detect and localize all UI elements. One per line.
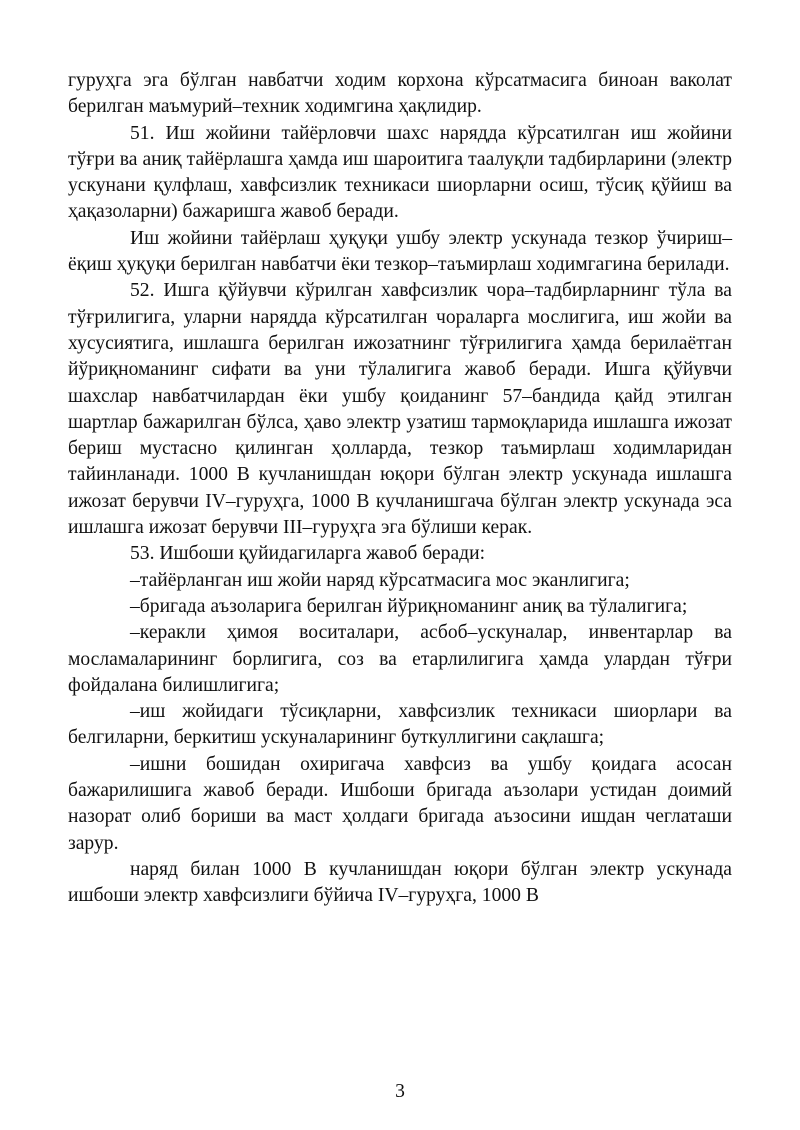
- page-body: [68, 68, 732, 910]
- list-item: –тайёрланган иш жойи наряд кўрсатмасига мос эканлигига;: [130, 569, 630, 591]
- page-number: 3: [395, 1081, 405, 1102]
- list-item: –керакли ҳимоя воситалари, асбоб–ускуналар, инвентарлар ва мосламаларининг борлигига, соз ва етарлилигига ҳамда улардан тўғри фойдалана билишлигига;: [68, 622, 732, 696]
- paragraph-51-workplace-right: Иш жойини тайёрлаш ҳуқуқи ушбу электр ускунада тезкор ўчириш–ёқиш ҳуқуқи берилган навбатчи ёки тезкор–таъмирлаш ходимгагина берилади.: [68, 227, 732, 276]
- paragraph-trailing: наряд билан 1000 В кучланишдан юқори бўлган электр ускунада ишбоши электр хавфсизлиги бўйича IV–гуруҳга, 1000 В: [68, 858, 732, 907]
- paragraph-52: 52. Ишга қўйувчи кўрилган хавфсизлик чора–тадбирларнинг тўла ва тўғрилигига, уларни нарядда кўрсатилган чораларга мослигига, иш жойи ва хусусиятига, ишлашга берилган ижозатнинг тўғрилигига ҳамда берилаётган йўриқноманинг сифати ва уни тўлалигига жавоб беради. Ишга қўйувчи шахслар навбатчилардан ёки ушбу қоиданинг 57–бандида қайд этилган шартлар бажарилган бўлса, ҳаво электр узатиш тармоқларида ишлашга ижозат бериш мустасно қилинган ҳолларда, тезкор таъмирлаш ходимларидан тайинланади. 1000 В кучланишдан юқори бўлган электр ускунада ишлашга ижозат берувчи IV–гуруҳга, 1000 В кучланишгача бўлган электр ускунада эса ишлашга ижозат берувчи III–гуруҳга эга бўлиши керак.: [68, 280, 732, 539]
- list-item: –бригада аъзоларига берилган йўриқноманинг аниқ ва тўлалигига;: [130, 595, 688, 617]
- paragraph-53: 53. Ишбоши қуйидагиларга жавоб беради:: [130, 543, 486, 565]
- list-item: –иш жойидаги тўсиқларни, хавфсизлик техникаси шиорлари ва белгиларни, беркитиш ускуналарининг буткуллигини сақлашга;: [68, 701, 732, 749]
- list-item: –ишни бошидан охиригача хавфсиз ва ушбу қоидага асосан бажарилишига жавоб беради. Ишбоши бригада аъзолари устидан доимий назорат олиб бориши ва маст ҳолдаги бригада аъзосини ишдан чеглаташи зарур.: [68, 753, 732, 854]
- paragraph-51: 51. Иш жойини тайёрловчи шахс нарядда кўрсатилган иш жойини тўғри ва аниқ тайёрлашга ҳамда иш шароитига таалуқли тадбирларини (электр ускунани қулфлаш, хавфсизлик техникаси шиорларни осиш, тўсиқ қўйиш ва ҳақазоларни) бажаришга жавоб беради.: [68, 122, 732, 223]
- paragraph-continuation: гуруҳга эга бўлган навбатчи ходим корхона кўрсатмасига биноан ваколат берилган маъмурий–техник ходимгина ҳақлидир.: [68, 70, 732, 118]
